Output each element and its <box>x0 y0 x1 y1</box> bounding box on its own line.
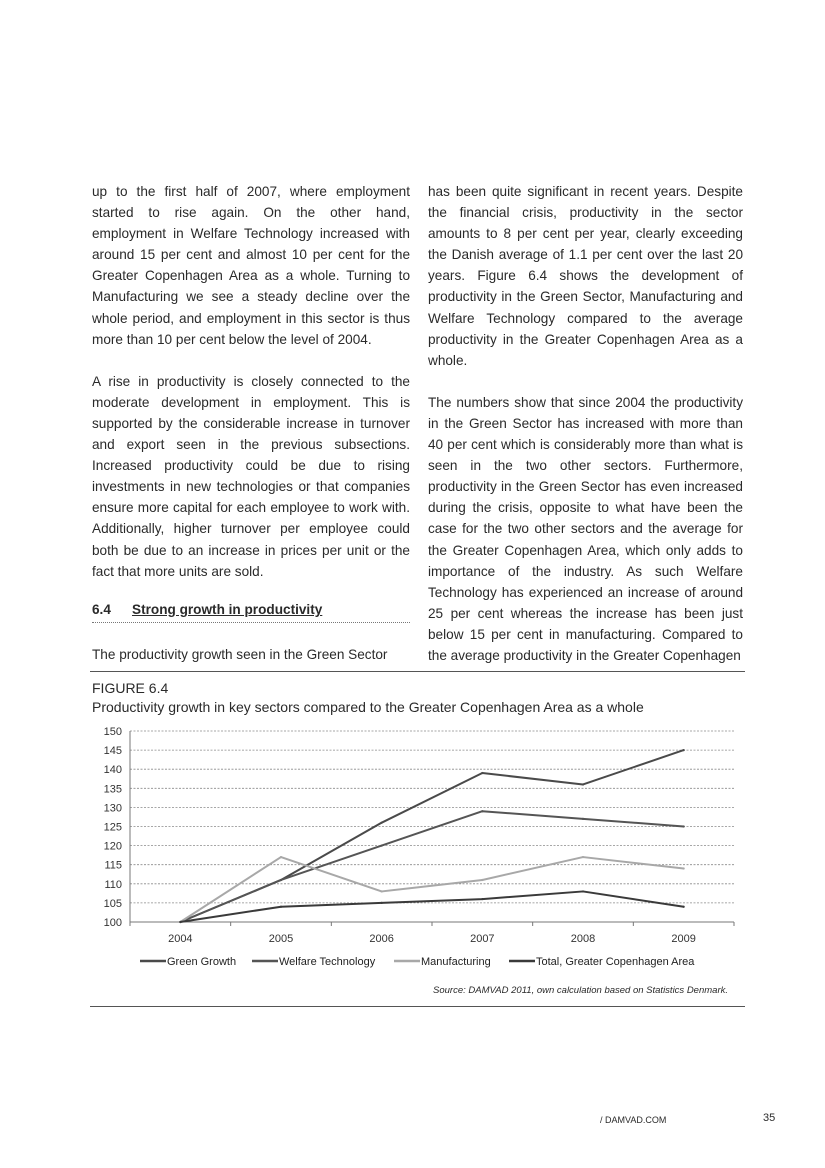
data-point <box>381 822 383 824</box>
series-line-3 <box>180 891 683 922</box>
left-paragraph-3: The productivity growth seen in the Green Sector <box>92 647 388 662</box>
data-point <box>481 810 483 812</box>
data-point <box>582 818 584 820</box>
y-tick-label: 130 <box>103 802 122 815</box>
y-tick-label: 125 <box>103 821 122 834</box>
data-point <box>582 856 584 858</box>
right-paragraph-1: has been quite significant in recent years. Despite the financial crisis, productivity in the sector amounts to 8 per cent per year, clearly exceeding the Danish average of 1.1 per cent over the last 20 years. Figure 6.4 shows the development of productivity in the Green Sector, Manufacturing and Welfare Technology compared to the average productivity in the Greater Copenhagen Area as a whole. <box>428 184 743 368</box>
series-line-1 <box>180 811 683 922</box>
section-number: 6.4 <box>92 602 111 617</box>
data-point <box>179 921 181 923</box>
legend-label: Total, Greater Copenhagen Area <box>536 956 695 968</box>
data-point <box>381 845 383 847</box>
legend-label: Green Growth <box>167 956 237 968</box>
data-point <box>280 906 282 908</box>
section-title: Strong growth in productivity <box>132 602 323 617</box>
data-point <box>683 867 685 869</box>
x-tick-label: 2008 <box>570 933 596 945</box>
data-point <box>280 856 282 858</box>
section-heading <box>92 600 410 623</box>
y-tick-label: 135 <box>103 783 122 796</box>
y-tick-label: 110 <box>104 878 122 891</box>
figure-label: FIGURE 6.4 <box>92 680 169 696</box>
y-tick-label: 120 <box>103 840 122 853</box>
figure-source: Source: DAMVAD 2011, own calculation based on Statistics Denmark. <box>433 985 728 996</box>
right-column <box>428 181 743 666</box>
data-point <box>582 783 584 785</box>
data-point <box>683 749 685 751</box>
y-tick-label: 150 <box>103 726 122 738</box>
data-point <box>683 906 685 908</box>
legend-label: Manufacturing <box>421 956 491 968</box>
legend-label: Welfare Technology <box>279 956 376 968</box>
figure-bottom-rule <box>90 1006 745 1007</box>
figure-caption: Productivity growth in key sectors compared to the Greater Copenhagen Area as a whole <box>92 699 644 715</box>
y-tick-label: 105 <box>103 897 122 910</box>
x-tick-label: 2006 <box>369 933 394 945</box>
y-tick-label: 115 <box>104 859 122 872</box>
y-tick-label: 145 <box>103 745 122 758</box>
data-point <box>381 902 383 904</box>
x-tick-label: 2004 <box>168 933 193 945</box>
y-tick-label: 140 <box>103 764 122 777</box>
left-paragraph-2: A rise in productivity is closely connected to the moderate development in employment. This is supported by the considerable increase in turnover and export seen in the previous subsections. Increased productivity could be due to rising investments in new technologies or that companies ensure more capital for each employee to work with. Additionally, higher turnover per employee could both be due to an increase in prices per unit or the fact that more units are sold. <box>92 373 410 579</box>
footer-site: / DAMVAD.COM <box>600 1115 667 1125</box>
x-tick-label: 2005 <box>268 933 294 945</box>
productivity-line-chart <box>92 722 742 980</box>
data-point <box>381 890 383 892</box>
data-point <box>683 825 685 827</box>
x-tick-label: 2009 <box>671 933 696 945</box>
left-paragraph-1: up to the first half of 2007, where employment started to rise again. On the other hand, employment in Welfare Technology increased with around 15 per cent and almost 10 per cent for the Greater Copenhagen Area as a whole. Turning to Manufacturing we see a steady decline over the whole period, and employment in this sector is thus more than 10 per cent below the level of 2004. <box>92 184 410 347</box>
figure-top-rule <box>90 671 745 672</box>
data-point <box>481 898 483 900</box>
left-column <box>92 181 410 582</box>
right-paragraph-2: The numbers show that since 2004 the productivity in the Green Sector has increased with more than 40 per cent which is considerably more than what is seen in the two other sectors. Furthermore, productivity in the Green Sector has even increased during the crisis, opposite to what have been the case for the two other sectors and the average for the Greater Copenhagen Area, which only adds to importance of the industry. As such Welfare Technology has experienced an increase of around 25 per cent whereas the increase has been just below 15 per cent in manufacturing. Compared to the average productivity in the Greater Copenhagen <box>428 394 743 663</box>
data-point <box>280 879 282 881</box>
x-tick-label: 2007 <box>470 933 495 945</box>
data-point <box>481 772 483 774</box>
data-point <box>481 879 483 881</box>
data-point <box>582 890 584 892</box>
page-number: 35 <box>763 1112 776 1124</box>
y-tick-label: 100 <box>103 917 122 929</box>
